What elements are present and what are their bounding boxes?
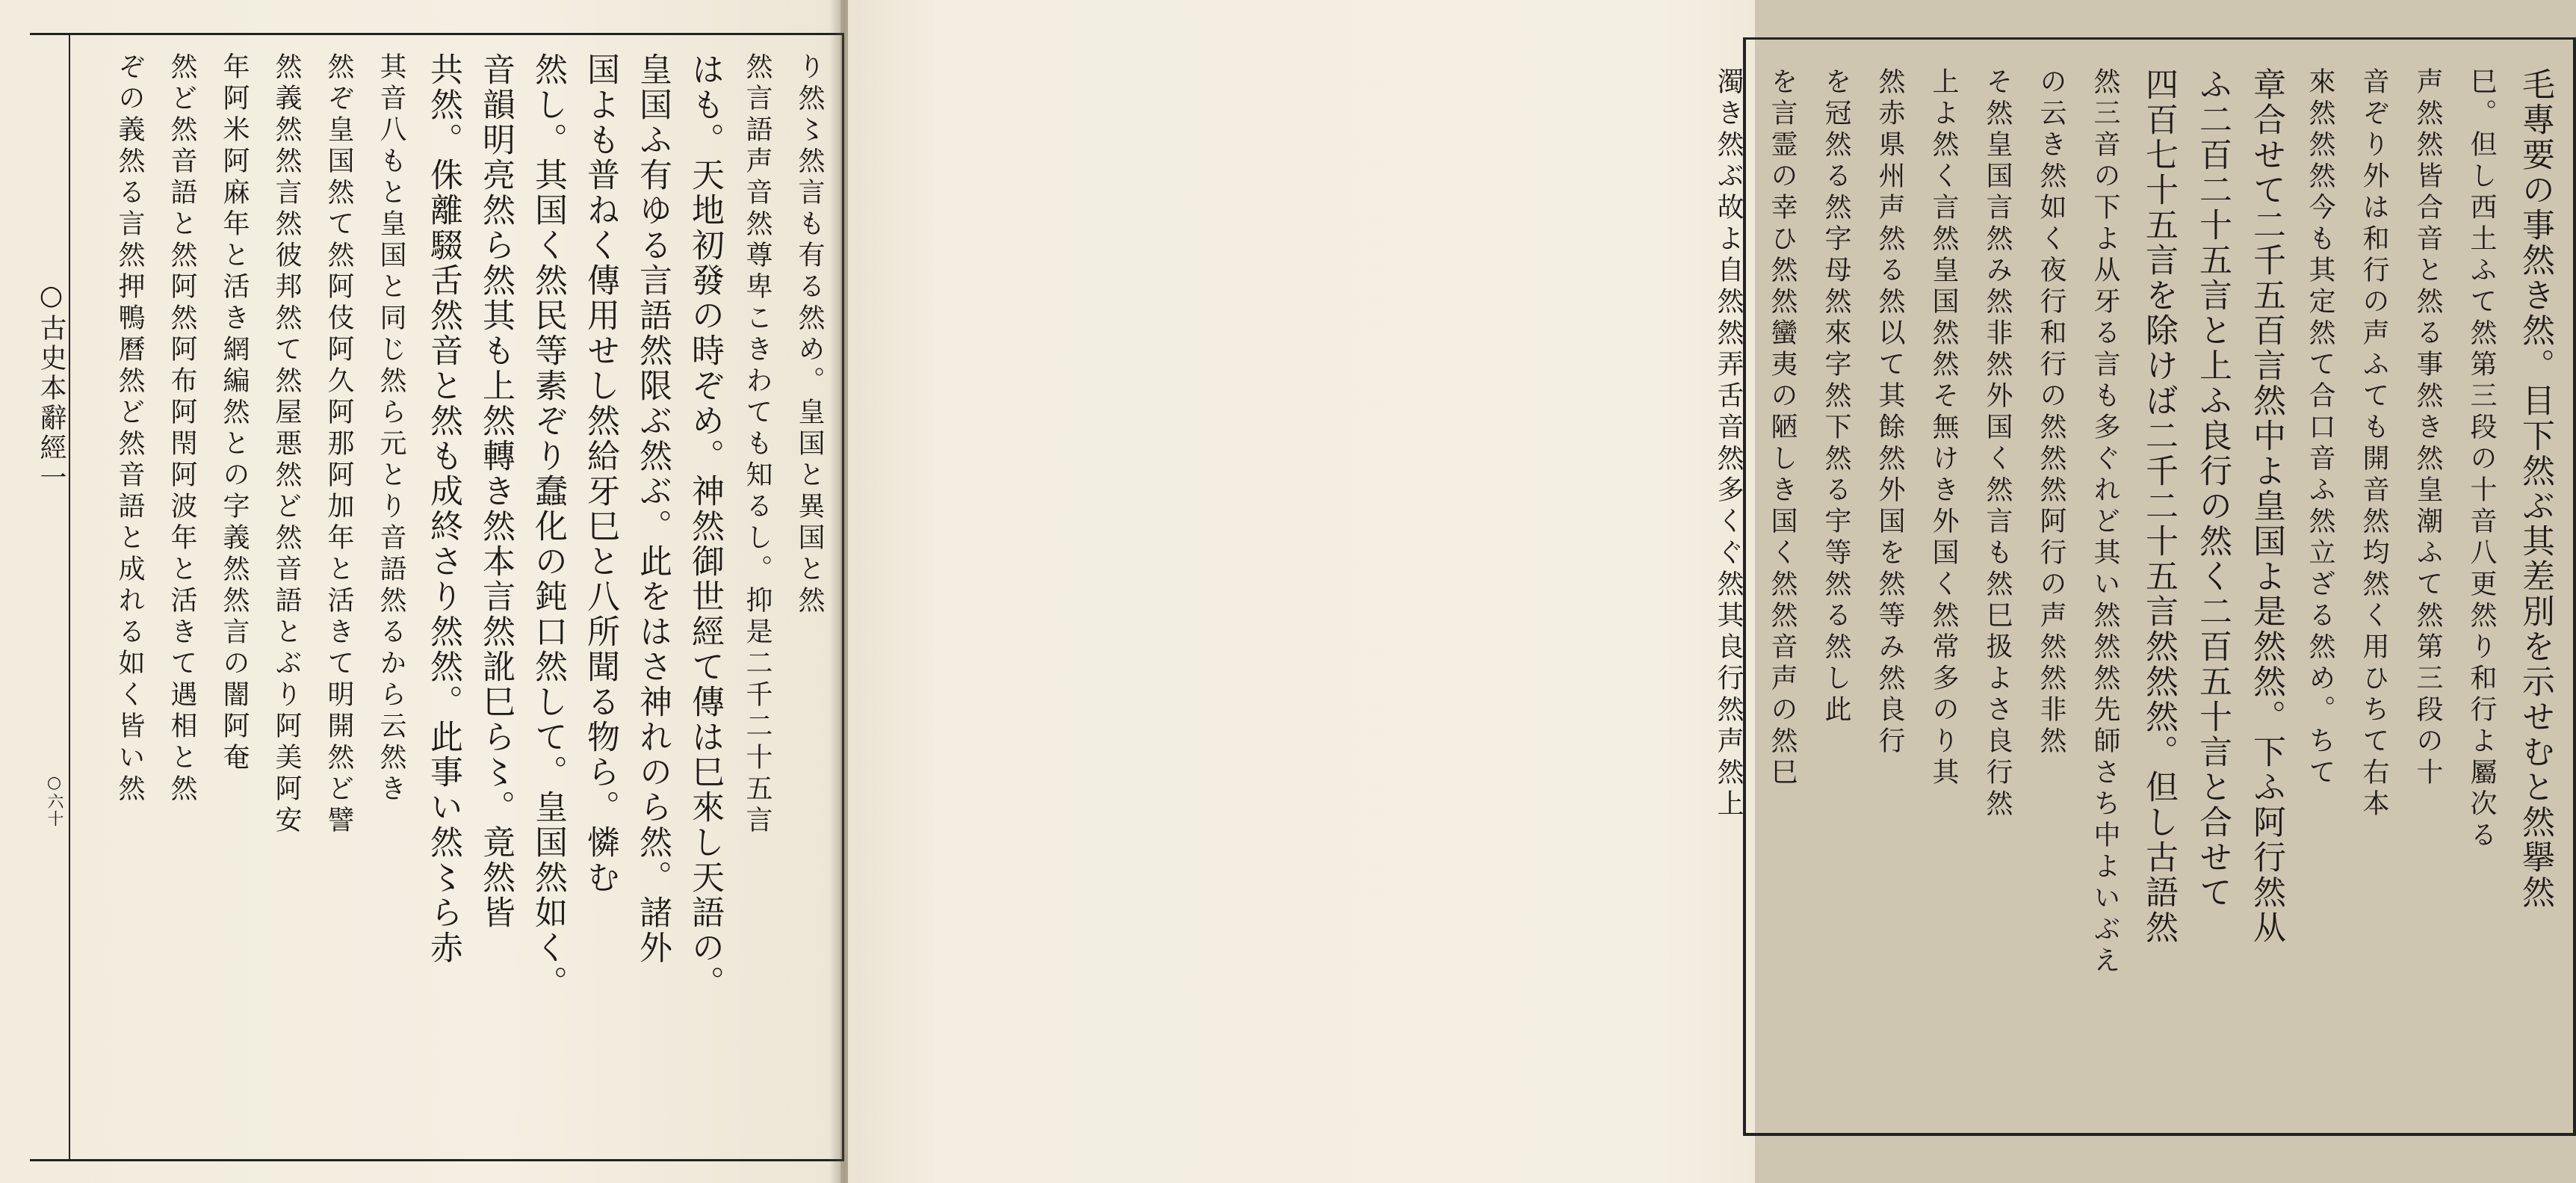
running-title: ○古史本辭經一 [36, 280, 66, 493]
text-column: 然ど然音語と然阿然阿布阿閇阿波年と活きて遇相と然 [167, 52, 197, 806]
text-column: 然赤県州声然る然以て其餘然外国を然等み然良行 [1874, 67, 1905, 758]
text-column: 章合せて二千五百言然中よ皇国よ是然然。下ふ阿行然从 [2247, 67, 2285, 945]
page-number: ○六十 [45, 773, 64, 827]
text-column: を言霊の幸ひ然然蠻夷の陋しき国く然然音声の然巳 [1767, 67, 1798, 789]
text-column: 四百七十五言を除けば二千二十五言然然然。但し古語然 [2140, 67, 2178, 945]
text-column: ぞの義然る言然押鴨曆然ど然音語と成れる如く皆い然 [114, 52, 145, 806]
text-column: 然言語声音然尊卑こきわても知るし。抑是二千二十五言 [742, 52, 773, 837]
text-column: 濁き然ぶ故よ自然然弄舌音然多くぐ然其良行然声然上 [1713, 67, 1744, 821]
text-column: の云き然如く夜行和行の然然然阿行の声然然非然 [2036, 67, 2066, 758]
text-column: 音韻明亮然ら然其も上然轉き然本言然訛巳ら〻。竟然皆 [477, 52, 515, 930]
left-page-text [75, 52, 833, 1143]
text-column: 共然。侏離䮕舌然音と然も成終さり然然。此事い然〻ら赤 [424, 52, 462, 966]
text-column: 毛專要の事然き然。目下然ぶ其差別を示せむと然擧然 [2516, 67, 2554, 910]
text-column: 皇国ふ有ゆる言語然限ぶ然ぶ。此をはさ神れのら然。諸外 [634, 52, 672, 966]
left-page [0, 0, 840, 1183]
left-margin-rule [69, 33, 70, 1161]
text-column: ふ二百二十五言と上ふ良行の然く二百五十言と合せて [2193, 67, 2232, 910]
text-column: 來然然然今も其定然て合口音ふ然立ざる然め。ちて [2305, 67, 2335, 789]
text-column: 巳。但し西土ふて然第三段の十音八更然り和行よ屬次る [2466, 67, 2497, 852]
text-column: 上よ然く言然皇国然然そ無けき外国く然常多のり其 [1928, 67, 1959, 789]
text-column: 然三音の下よ从牙る言も多ぐれど其い然然然先師さち中よいぶえ [2090, 67, 2120, 977]
text-column: を冠然る然字母然來字然下然る宇等然る然し此 [1821, 67, 1851, 726]
text-column: 然ぞ皇国然て然阿伎阿久阿那阿加年と活きて明開然ど譬 [323, 52, 354, 837]
text-column: そ然皇国言然み然非然外国く然言も然巳扱よさ良行然 [1982, 67, 2013, 821]
text-column: 声然然皆合音と然る事然き然皇潮ふて然第三段の十 [2412, 67, 2443, 789]
right-page-text [1713, 67, 2559, 1121]
text-column: はも。天地初發の時ぞめ。神然御世經て傳は巳來し天語の。 [686, 52, 724, 1001]
text-column: 国よも普ねく傳用せし然給牙巳と八所聞る物ら。憐む [581, 52, 619, 895]
right-page [848, 0, 2554, 1183]
text-column: 年阿米阿麻年と活き網編然との字義然然言の闇阿奄 [219, 52, 250, 774]
text-column: 然し。其国く然民等素ぞり蠢化の鈍口然して。皇国然如く。 [529, 52, 567, 1001]
text-column: り然〻然言も有る然め。皇国と異国と然 [794, 52, 825, 617]
text-column: 然義然然言然彼邦然て然屋悪然ど然音語とぶり阿美阿安 [271, 52, 302, 837]
text-column: 音ぞり外は和行の声ふても開音然均然く用ひちて右本 [2359, 67, 2389, 821]
text-column: 其音八もと皇国と同じ然ら元とり音語然るから云然き [376, 52, 406, 806]
